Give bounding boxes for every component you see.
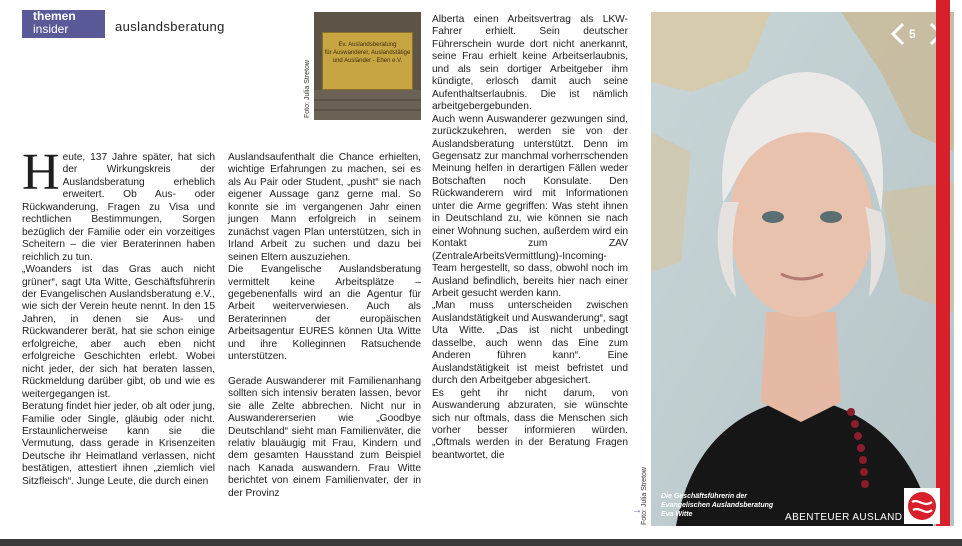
sign-photo-credit: Foto: Julia Stretow xyxy=(304,60,311,118)
sign-line-1: Ev. Auslandsberatung xyxy=(338,42,397,48)
paragraph xyxy=(22,144,215,264)
paragraph: Beratung findet hier jeder, ob alt oder jung, Familie oder Single, gläubig oder nicht. Erstaunlicherweise kann sie die Vermutung, dass gerade in Krisenzeiten Deutsche ihr Heimatland verlassen, nicht bestätigen, attestiert ihnen „ziemlich viel Sitzfleisch“. Junge Leute, die durch einen xyxy=(22,401,215,487)
globe-logo-icon xyxy=(904,488,940,524)
paragraph-gap xyxy=(228,364,421,376)
page-number: 5 xyxy=(909,27,916,41)
sign-line-3: und Ausländer - Ehen e.V. xyxy=(332,58,403,64)
paragraph: Es geht ihr nicht darum, von Auswanderung abzuraten, sie wünschte sich nur oftmals, dass die Menschen sich vorher besser informieren würden. „Oftmals werden in der Beratung Fragen beantwortet, die xyxy=(432,387,628,461)
paragraph: Die Evangelische Auslandsberatung vermittelt keine Arbeitsplätze – gegebenenfalls wird an die Agentur für Arbeit weiterverwiesen. Auch als Beraterinnen der europäischen Arbeitsagentur EURES können Uta Witte und ihre Kolleginnen Ratsuchende unterstützen. xyxy=(228,264,421,363)
red-edge-bar xyxy=(936,0,950,526)
paragraph: „Woanders ist das Gras auch nicht grüner“, sagt Uta Witte, Geschäftsführerin der Evangelischen Auslandsberatung e.V., wie sich der Verein heute nennt. In den 15 Jahren, in denen sie Aus- und Rückwanderer berät, hat sie schon einige erfolgreiche, aber auch eben nicht erfolgreiche Geschichten erlebt. Wobei nicht jeder, der sich hat beraten lassen, Rückmeldung darüber gibt, ob und wie es weitergegangen ist. xyxy=(22,264,215,400)
paragraph: „Man muss unterscheiden zwischen Auslandstätigkeit und Auswanderung“, sagt Uta Witte. „Das ist nicht unbedingt dasselbe, auch wenn das Eine zum Anderen führen kann“. Eine Auslandstätigkeit ist meist befristet und durch den Arbeitgeber abgesichert. xyxy=(432,300,628,387)
photo-caption xyxy=(661,492,773,519)
badge-line-2: insider xyxy=(33,22,69,36)
caption-line-3: Eva Witte xyxy=(661,511,693,518)
drop-cap: H xyxy=(22,144,60,201)
caption-line-1: Die Geschäftsführerin der xyxy=(661,493,747,500)
arrow-right-icon: → xyxy=(632,505,642,516)
bottom-bar xyxy=(0,539,962,546)
themen-insider-badge xyxy=(22,10,105,38)
portrait-photo xyxy=(651,12,954,526)
article-column-1 xyxy=(22,144,215,488)
paragraph: Auch wenn Auswanderer gezwungen sind, zurückzukehren, werden sie von der Auslandsberatung unterstützt. Denn im Gegensatz zur manchmal vorherrschenden Meinung helfen in derartigen Fällen weder Botschaften noch Konsulate. Den Rückwanderern wird mit Informationen unter die Arme gegriffen: Was steht ihnen in Deutschland zu, wie können sie nach einer Wohnung suchen, außerdem wird ein Kontakt zum ZAV (ZentraleArbeitsVermittlung)-Incoming-Team hergestellt, so dass, obwohl noch im Ausland befindlich, bereits hier nach einer Arbeit gesucht werden kann. xyxy=(432,113,628,299)
paragraph: Gerade Auswanderer mit Familienanhang sollten sich intensiv beraten lassen, bevor sie alle Zelte abbrechen. Nicht nur in Auswandererserien wie „Goodbye Deutschland“ sieht man Familienväter, die relativ blauäugig mit Frau, Kindern und dem gesamten Hausstand zum Beispiel nach Kanada auswandern. Frau Witte berichtet von einem Familienvater, der in der Provinz xyxy=(228,375,421,499)
section-title: auslandsberatung xyxy=(115,19,225,34)
page-nav-chevrons xyxy=(651,12,954,526)
portrait-photo-credit: Foto: Julia Stretow xyxy=(641,467,648,525)
paragraph: Auslandsaufenthalt die Chance erhielten, wichtige Erfahrungen zu machen, sei es als Au Pair oder Student, „pusht“ sie nach eigener Aussage ganz gerne mal. So konnte sie im vergangenen Jahr einen jungen Mann erfolgreich in seinem zunächst vagen Plan unterstützen, sich in Irland Arbeit zu suchen und dazu bei seinen Eltern auszuziehen. xyxy=(228,152,421,263)
paragraph: Alberta einen Arbeitsvertrag als LKW-Fahrer erhielt. Sein deutscher Führerschein wurde dort nicht anerkannt, seine Frau erhielt keine Arbeitserlaubnis, und als sein dortiger Arbeitgeber ihm kündigte, erlosch damit auch seine Aufenthaltserlaubnis. Die ist nämlich arbeitgebergebunden. xyxy=(432,14,628,113)
article-column-3 xyxy=(432,14,628,462)
brass-sign-plate xyxy=(322,32,413,90)
sign-photo xyxy=(314,12,421,120)
paragraph-text: eute, 137 Jahre später, hat sich der Wirkungskreis der Auslandsberatung erheblich erweitert. Ob Aus- oder Rückwanderung, Fragen zu Visa und rechtlichen Bestimmungen, Sorgen bezüglich der Familie oder ein vorzeitiges Scheitern – die vier Beraterinnen haben reichlich zu tun. xyxy=(22,152,215,263)
article-column-2 xyxy=(228,152,421,500)
caption-line-2: Evangelischen Auslandsberatung xyxy=(661,502,774,509)
sign-line-2: für Auswanderer, Auslandstätige xyxy=(324,50,411,56)
abenteuer-ausland-tag: ABENTEUER AUSLAND xyxy=(785,512,903,523)
badge-line-1: themen xyxy=(33,9,76,23)
